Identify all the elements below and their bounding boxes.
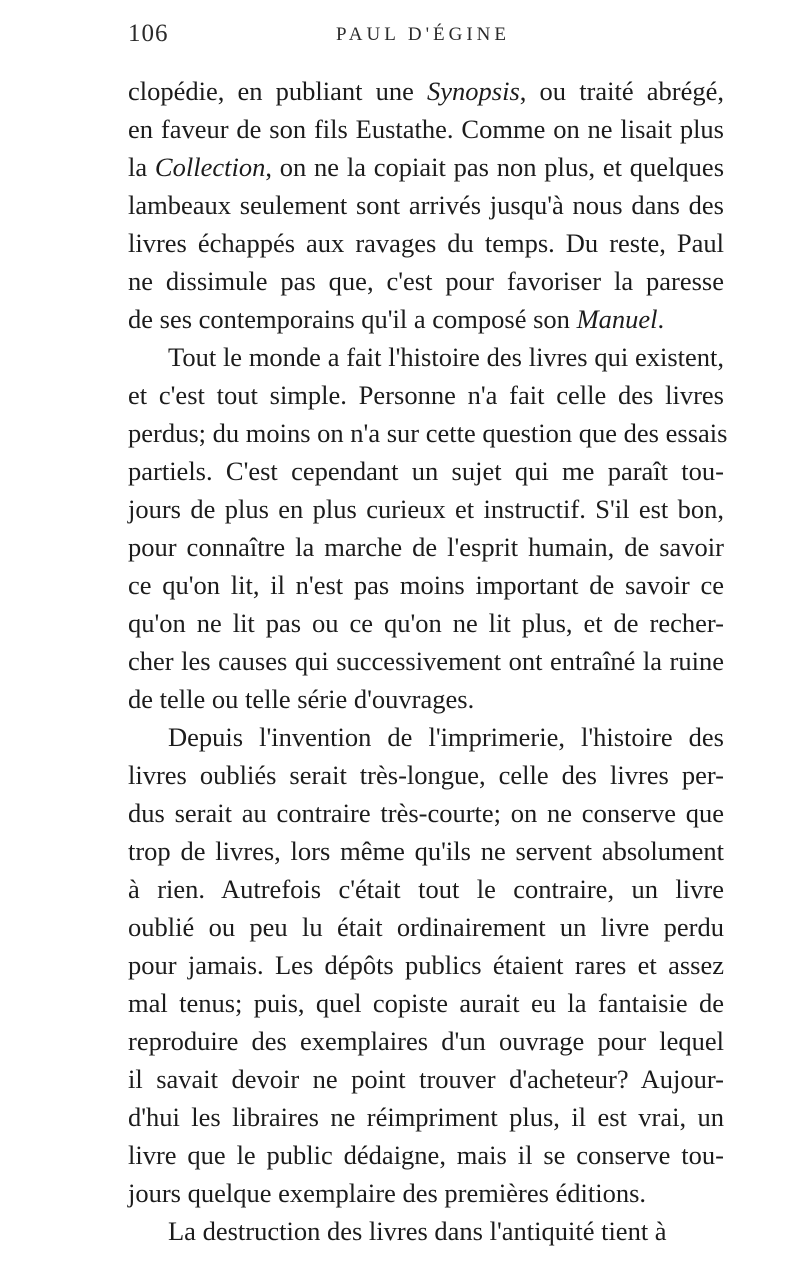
text-line: livres oubliés serait très-longue, celle des livres per- bbox=[128, 760, 724, 790]
text-line: ne dissimule pas que, c'est pour favoriser la paresse bbox=[128, 266, 724, 296]
running-head: PAUL D'ÉGINE bbox=[335, 24, 511, 45]
text-line: La destruction des livres dans l'antiquité tient à bbox=[168, 1216, 667, 1246]
page-header bbox=[128, 20, 718, 60]
text-line: oublié ou peu lu était ordinairement un livre perdu bbox=[128, 912, 724, 942]
text-line: perdus; du moins on n'a sur cette question que des essais bbox=[128, 418, 728, 448]
text-line: d'hui les libraires ne réimpriment plus, il est vrai, un bbox=[128, 1102, 724, 1132]
text-line: la Collection, on ne la copiait pas non plus, et quelques bbox=[128, 152, 725, 182]
text-line: livres échappés aux ravages du temps. Du reste, Paul bbox=[128, 228, 724, 258]
text-line: mal tenus; puis, quel copiste aurait eu la fantaisie de bbox=[128, 988, 724, 1018]
italic-title: Collection bbox=[154, 152, 266, 182]
italic-title: Synopsis bbox=[427, 76, 520, 106]
text-line: partiels. C'est cependant un sujet qui me paraît tou- bbox=[128, 456, 724, 486]
text-line: jours quelque exemplaire des premières éditions. bbox=[128, 1178, 647, 1208]
text-line: et c'est tout simple. Personne n'a fait celle des livres bbox=[128, 380, 724, 410]
text-line: en faveur de son fils Eustathe. Comme on ne lisait plus bbox=[128, 114, 724, 144]
text-line: pour connaître la marche de l'esprit humain, de savoir bbox=[128, 532, 724, 562]
text-line: de ses contemporains qu'il a composé son Manuel. bbox=[128, 304, 665, 334]
text-line: Depuis l'invention de l'imprimerie, l'histoire des bbox=[168, 722, 724, 752]
text-line: livre que le public dédaigne, mais il se conserve tou- bbox=[128, 1140, 724, 1170]
text-line: cher les causes qui successivement ont entraîné la ruine bbox=[128, 646, 724, 676]
text-line: à rien. Autrefois c'était tout le contraire, un livre bbox=[128, 874, 724, 904]
text-line: jours de plus en plus curieux et instructif. S'il est bon, bbox=[128, 494, 724, 524]
text-line: ce qu'on lit, il n'est pas moins important de savoir ce bbox=[128, 570, 724, 600]
text-line: qu'on ne lit pas ou ce qu'on ne lit plus, et de recher- bbox=[128, 608, 724, 638]
text-line: Tout le monde a fait l'histoire des livres qui existent, bbox=[168, 342, 724, 372]
page-number: 106 bbox=[128, 20, 169, 47]
text-line: clopédie, en publiant une Synopsis, ou traité abrégé, bbox=[128, 76, 724, 106]
text-line: dus serait au contraire très-courte; on ne conserve que bbox=[128, 798, 724, 828]
italic-title: Manuel bbox=[576, 304, 658, 334]
body-text bbox=[128, 72, 728, 1250]
text-line: trop de livres, lors même qu'ils ne servent absolument bbox=[128, 836, 724, 866]
text-line: pour jamais. Les dépôts publics étaient rares et assez bbox=[128, 950, 724, 980]
text-line: reproduire des exemplaires d'un ouvrage pour lequel bbox=[128, 1026, 724, 1056]
text-line: lambeaux seulement sont arrivés jusqu'à nous dans des bbox=[128, 190, 724, 220]
text-line: il savait devoir ne point trouver d'acheteur? Aujour- bbox=[128, 1064, 724, 1094]
text-line: de telle ou telle série d'ouvrages. bbox=[128, 684, 475, 714]
